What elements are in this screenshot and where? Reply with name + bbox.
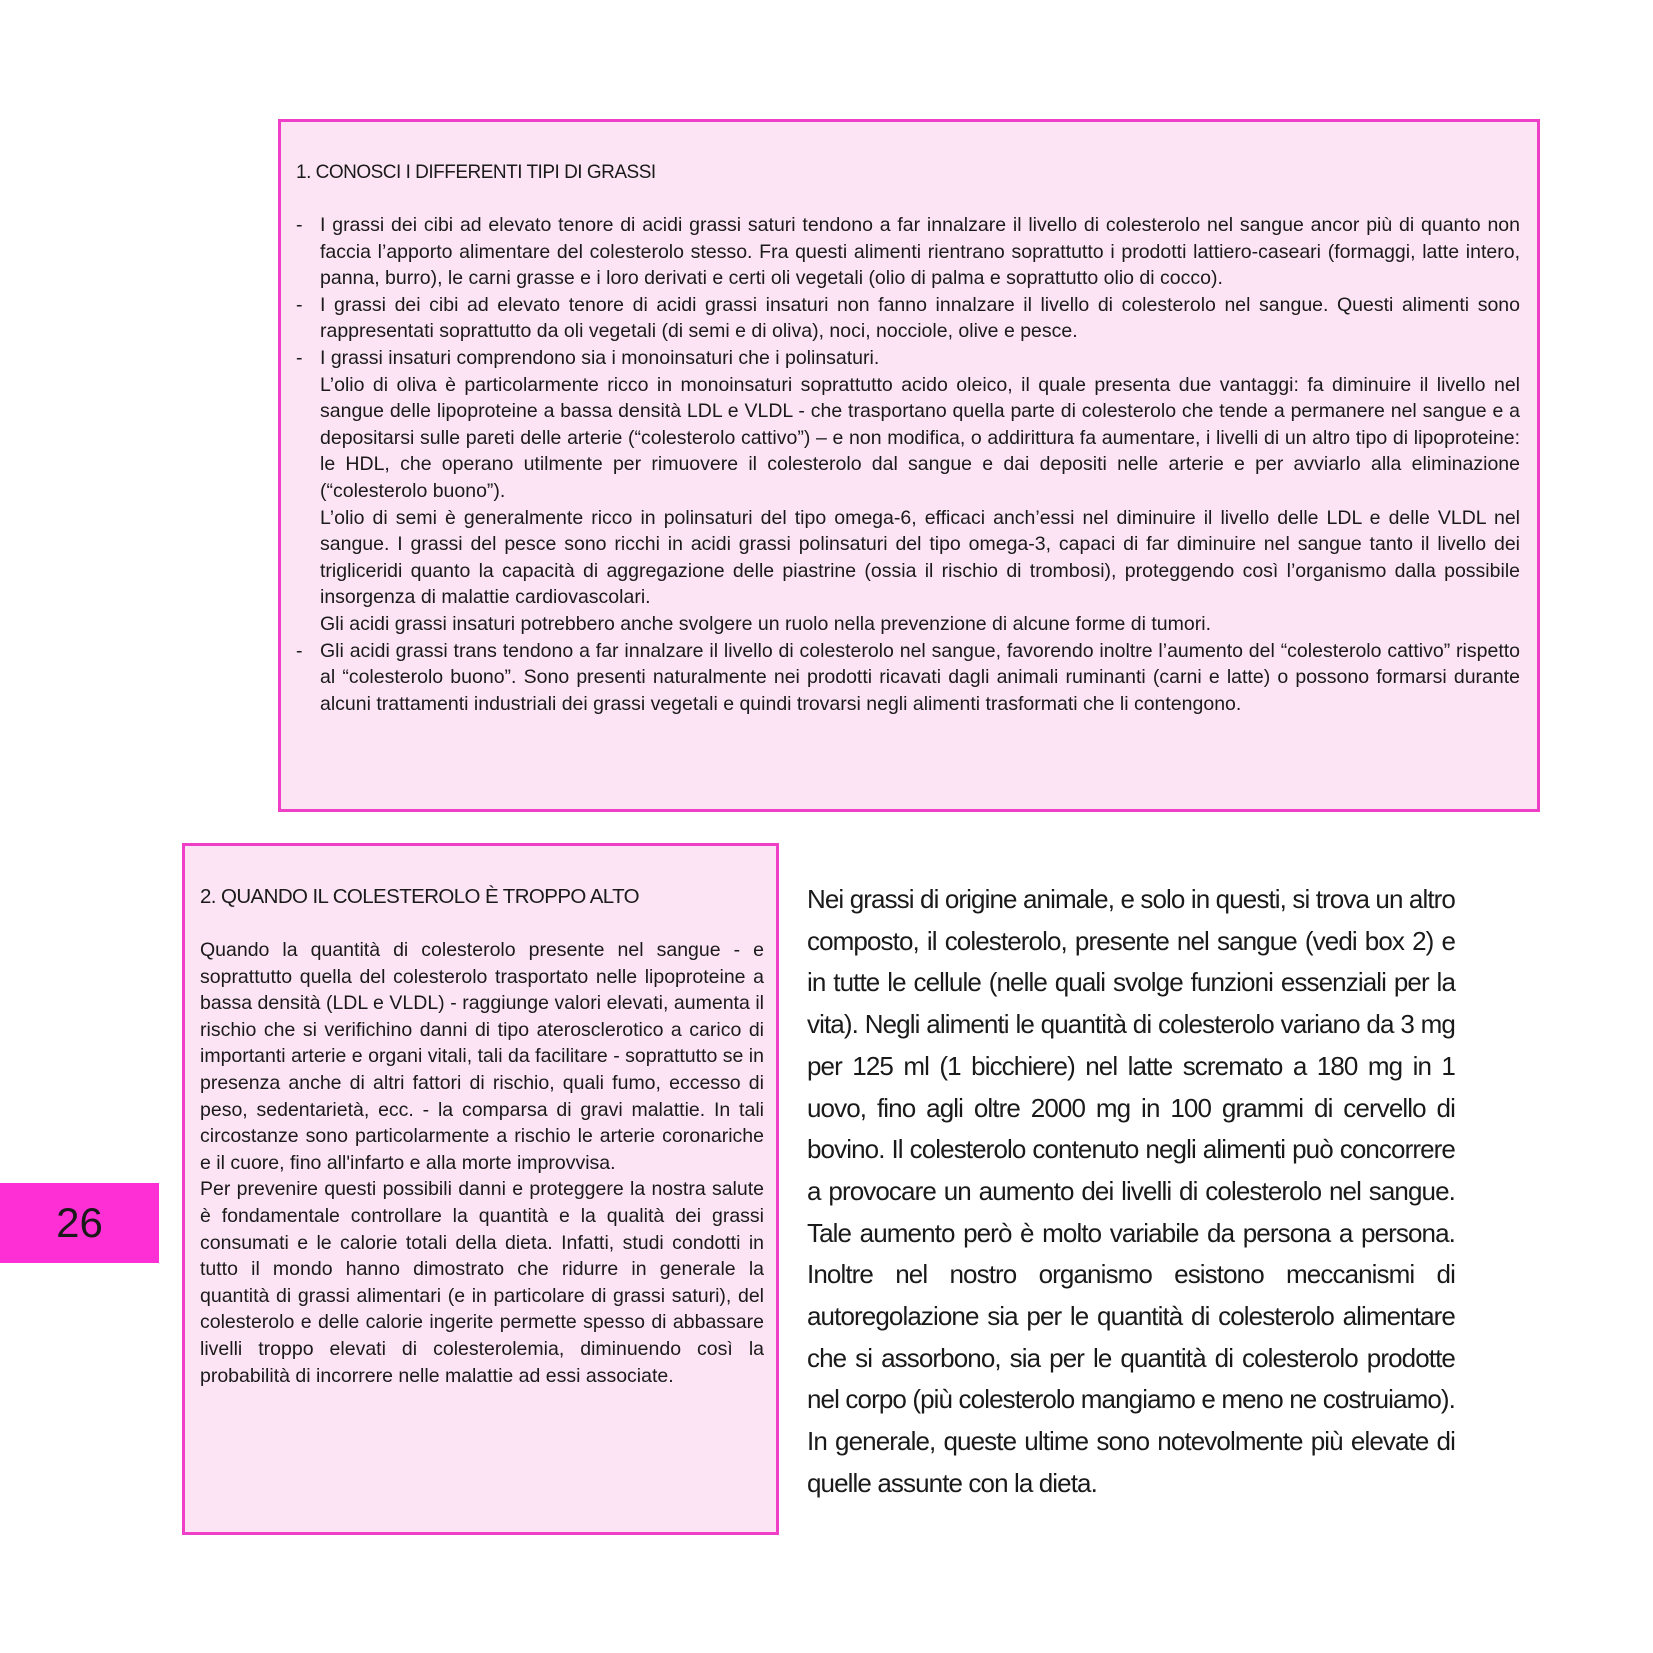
box-2-body <box>200 937 764 1389</box>
list-item-continuation: L’olio di semi è generalmente ricco in polinsaturi del tipo omega-6, efficaci anch’essi nel diminuire il livello delle LDL e delle VLDL nel sangue. I grassi del pesce sono ricchi in acidi grassi polinsaturi del tipo omega-3, capaci di far diminuire nel sangue tanto il livello dei trigliceridi quanto la capacità di aggregazione delle piastrine (ossia il rischio di trombosi), proteggendo così l’organismo dalla possibile insorgenza di malattie cardiovascolari. <box>320 506 1520 609</box>
list-item <box>296 212 1520 292</box>
box-2-high-cholesterol <box>182 843 779 1535</box>
main-body-text: Nei grassi di origine animale, e solo in questi, si trova un altro composto, il colesterolo, presente nel sangue (vedi box 2) e in tutte le cellule (nelle quali svolge funzioni essenziali per la vita). Negli alimenti le quantità di colesterolo variano da 3 mg per 125 ml (1 bicchiere) nel latte scremato a 180 mg in 1 uovo, fino agli oltre 2000 mg in 100 grammi di cervello di bovino. Il colesterolo contenuto negli alimenti può concorrere a provocare un aumento dei livelli di colesterolo nel sangue. Tale aumento però è molto variabile da persona a persona. Inoltre nel nostro organismo esistono meccanismi di autoregolazione sia per le quantità di colesterolo alimentare che si assorbono, sia per le quantità di colesterolo prodotte nel corpo (più colesterolo mangiamo e meno ne costruiamo). In generale, queste ultime sono notevolmente più elevate di quelle assunte con la dieta. <box>807 884 1455 1498</box>
box-2-title: 2. QUANDO IL COLESTEROLO È TROPPO ALTO <box>200 885 639 908</box>
list-item <box>296 292 1520 345</box>
list-item-continuation: Gli acidi grassi insaturi potrebbero anche svolgere un ruolo nella prevenzione di alcune forme di tumori. <box>320 612 1211 635</box>
box-2-paragraph: Per prevenire questi possibili danni e proteggere la nostra salute è fondamentale controllare la quantità e la qualità dei grassi consumati e le calorie totali della dieta. Infatti, studi condotti in tutto il mondo hanno dimostrato che ridurre in generale la quantità di grassi alimentari (e in particolare di grassi saturi), del colesterolo e delle calorie ingerite permette spesso di abbassare livelli troppo elevati di colesterolemia, diminuendo così la probabilità di incorrere nelle malattie ad essi associate. <box>200 1178 764 1387</box>
box-1-title: 1. CONOSCI I DIFFERENTI TIPI DI GRASSI <box>296 162 656 183</box>
list-item <box>296 638 1520 718</box>
list-item-text: - I grassi dei cibi ad elevato tenore di acidi grassi saturi tendono a far innalzare il livello di colesterolo nel sangue ancor più di quanto non faccia l’apporto alimentare del colesterolo stesso. Fra questi alimenti rientrano soprattutto i prodotti lattiero-caseari (formaggi, latte intero, panna, burro), le carni grasse e i loro derivati e certi oli vegetali (olio di palma e soprattutto olio di cocco). <box>320 214 1520 290</box>
list-item-text: - I grassi insaturi comprendono sia i monoinsaturi che i polinsaturi. <box>320 346 880 369</box>
box-2-paragraph: Quando la quantità di colesterolo presente nel sangue - e soprattutto quella del colesterolo trasportato nelle lipoproteine a bassa densità (LDL e VLDL) - raggiunge valori elevati, aumenta il rischio che si verifichino danni di tipo aterosclerotico a carico di importanti arterie e organi vitali, tali da facilitare - soprattutto se in presenza anche di altri fattori di rischio, quali fumo, eccesso di peso, sedentarietà, ecc. - la comparsa di gravi malattie. In tali circostanze sono particolarmente a rischio le arterie coronariche e il cuore, fino all'infarto e alla morte improvvisa. <box>200 939 764 1174</box>
list-item <box>296 345 1520 638</box>
list-item-text: - Gli acidi grassi trans tendono a far innalzare il livello di colesterolo nel sangue, favorendo inoltre l’aumento del “colesterolo cattivo” rispetto al “colesterolo buono”. Sono presenti naturalmente nei prodotti ricavati dagli animali ruminanti (carni e latte) o possono formarsi durante alcuni trattamenti industriali dei grassi vegetali e quindi trovarsi negli alimenti trasformati che li contengono. <box>320 639 1520 715</box>
fat-types-list <box>296 212 1520 717</box>
page-number-badge: 26 <box>0 1183 159 1263</box>
box-1-fat-types <box>278 119 1540 812</box>
list-item-text: - I grassi dei cibi ad elevato tenore di acidi grassi insaturi non fanno innalzare il livello di colesterolo nel sangue. Questi alimenti sono rappresentati soprattutto da oli vegetali (di semi e di oliva), noci, nocciole, olive e pesce. <box>320 293 1520 343</box>
list-item-continuation: L’olio di oliva è particolarmente ricco in monoinsaturi soprattutto acido oleico, il quale presenta due vantaggi: fa diminuire il livello nel sangue delle lipoproteine a bassa densità LDL e VLDL - che trasportano quella parte di colesterolo che tende a permanere nel sangue e a depositarsi sulle pareti delle arterie (“colesterolo cattivo”) – e non modifica, o addirittura fa aumentare, i livelli di un altro tipo di lipoproteine: le HDL, che operano utilmente per rimuovere il colesterolo dal sangue e dai depositi nelle arterie e per avviarlo alla eliminazione (“colesterolo buono”). <box>320 373 1520 502</box>
